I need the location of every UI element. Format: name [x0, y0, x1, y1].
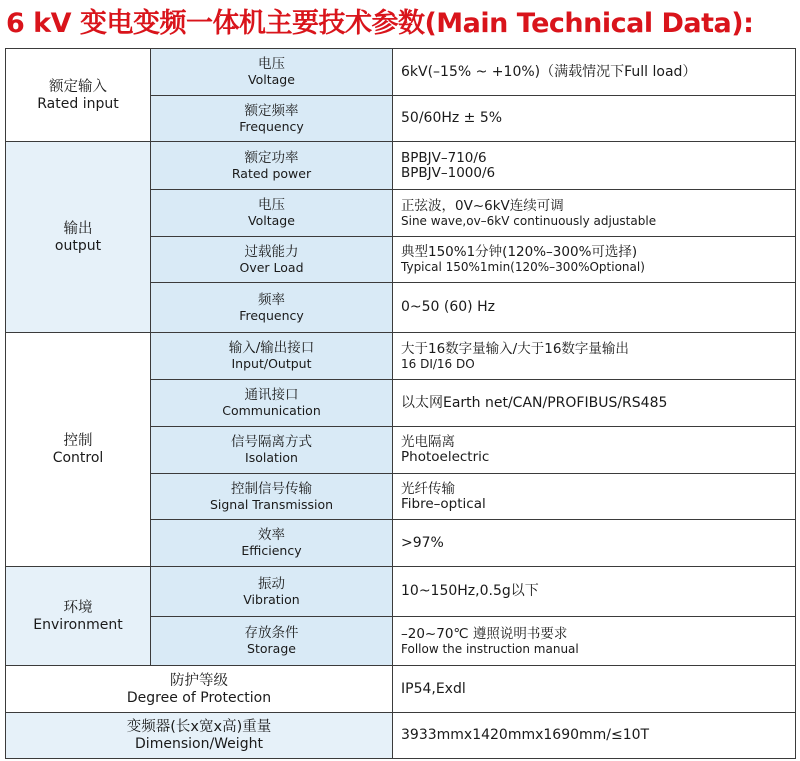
param-isolation — [151, 427, 393, 474]
param-signal-transmission — [151, 474, 393, 520]
param-frequency — [151, 283, 393, 333]
value-cell — [393, 333, 796, 380]
category-label-cn: 变频器(长x宽x高)重量 — [126, 719, 272, 735]
value-cell: IP54,Exdl — [393, 666, 796, 713]
param-efficiency — [151, 520, 393, 567]
param-label-cn: 存放条件 — [244, 625, 299, 641]
param-label-en: Vibration — [243, 591, 300, 607]
category-control — [6, 333, 151, 567]
param-label-cn: 电压 — [258, 56, 285, 72]
param-voltage — [151, 49, 393, 96]
value-line-2: Follow the instruction manual — [401, 641, 579, 656]
param-voltage — [151, 190, 393, 237]
param-frequency — [151, 96, 393, 142]
value-line-2: 16 DI/16 DO — [401, 356, 475, 371]
param-label-en: Over Load — [239, 259, 304, 275]
param-degree-of-protection — [6, 666, 393, 713]
value-cell: 10~150Hz,0.5g以下 — [393, 567, 796, 617]
value-cell — [393, 190, 796, 237]
value-cell: 以太网Earth net/CAN/PROFIBUS/RS485 — [393, 380, 796, 427]
param-label-cn: 频率 — [258, 291, 285, 308]
param-label-cn: 电压 — [258, 197, 285, 213]
table-row — [6, 49, 796, 96]
value-line-2: BPBJV–1000/6 — [401, 164, 496, 181]
value-cell: 50/60Hz ± 5% — [393, 96, 796, 142]
page-title: 6 kV 变电变频一体机主要技术参数(Main Technical Data): — [6, 8, 754, 39]
param-label-cn: 控制信号传输 — [231, 480, 312, 497]
category-label-en: Rated input — [37, 95, 119, 112]
param-label-en: Signal Transmission — [209, 496, 334, 512]
value-line-1: BPBJV–710/6 — [401, 149, 487, 166]
value-cell: 6kV(–15% ~ +10%)（满载情况下Full load） — [393, 49, 796, 96]
table-row — [6, 567, 796, 617]
category-label-cn: 防护等级 — [170, 672, 228, 689]
value-cell: 0~50 (60) Hz — [393, 283, 796, 333]
category-label-en: Degree of Protection — [126, 689, 272, 706]
category-label-en: Dimension/Weight — [135, 736, 263, 752]
param-label-en: Communication — [222, 403, 321, 418]
param-label-en: Voltage — [248, 72, 295, 87]
param-label-en: Storage — [247, 641, 296, 656]
param-label-cn: 信号隔离方式 — [231, 434, 312, 450]
value-line-1: –20~70℃ 遵照说明书要求 — [401, 625, 568, 642]
param-dimension-weight — [6, 713, 393, 759]
param-label-en: Isolation — [245, 450, 298, 465]
category-output — [6, 142, 151, 333]
category-label-cn: 环境 — [63, 599, 93, 616]
param-storage — [151, 617, 393, 666]
param-label-en: Frequency — [239, 118, 304, 134]
param-label-en: Rated power — [231, 165, 312, 181]
table-row — [6, 142, 796, 190]
param-label-cn: 额定功率 — [244, 149, 299, 166]
value-cell — [393, 427, 796, 474]
value-line-1: 光纤传输 — [401, 480, 455, 497]
param-rated-power — [151, 142, 393, 190]
param-label-cn: 额定频率 — [244, 102, 299, 119]
param-label-cn: 振动 — [258, 575, 285, 592]
table-row — [6, 666, 796, 713]
param-input-output — [151, 333, 393, 380]
category-label-cn: 输出 — [63, 220, 93, 237]
param-over-load — [151, 237, 393, 283]
param-label-en: Voltage — [248, 213, 295, 228]
category-label-cn: 控制 — [63, 433, 93, 449]
value-line-2: Photoelectric — [401, 449, 490, 465]
param-label-cn: 通讯接口 — [244, 387, 299, 403]
param-vibration — [151, 567, 393, 617]
param-label-cn: 输入/输出接口 — [228, 340, 315, 356]
category-rated-input — [6, 49, 151, 142]
value-cell — [393, 617, 796, 666]
value-cell: 3933mmx1420mmx1690mm/≤10T — [393, 713, 796, 759]
category-label-en: output — [54, 237, 102, 254]
value-cell — [393, 237, 796, 283]
category-label-en: Control — [52, 450, 104, 466]
value-line-2: Typical 150%1min(120%–300%Optional) — [401, 260, 645, 274]
param-label-cn: 过载能力 — [244, 243, 299, 260]
table-row — [6, 713, 796, 759]
value-line-2: Fibre–optical — [401, 495, 486, 512]
value-line-1: 大于16数字量输入/大于16数字量输出 — [401, 340, 629, 357]
category-label-en: Environment — [33, 616, 123, 633]
value-cell: >97% — [393, 520, 796, 567]
param-communication — [151, 380, 393, 427]
category-environment — [6, 567, 151, 666]
value-cell — [393, 142, 796, 190]
param-label-en: Efficiency — [241, 543, 302, 558]
param-label-cn: 效率 — [258, 527, 285, 543]
value-line-1: 光电隔离 — [401, 434, 455, 450]
table-row — [6, 333, 796, 380]
category-label-cn: 额定输入 — [49, 78, 107, 95]
technical-data-table — [5, 48, 796, 759]
value-line-2: Sine wave,ov–6kV continuously adjustable — [401, 213, 657, 228]
value-line-1: 典型150%1分钟(120%–300%可选择) — [401, 244, 638, 260]
value-line-1: 正弦波，0V~6kV连续可调 — [401, 197, 564, 214]
param-label-en: Frequency — [239, 307, 304, 323]
param-label-en: Input/Output — [231, 356, 312, 371]
value-cell — [393, 474, 796, 520]
